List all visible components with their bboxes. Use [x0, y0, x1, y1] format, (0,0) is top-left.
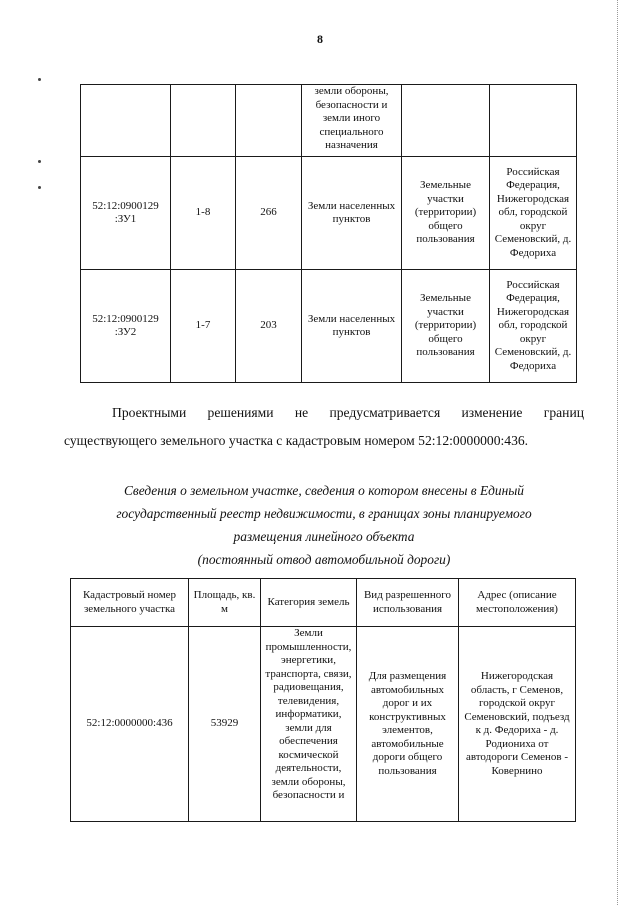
table-row — [81, 270, 577, 383]
table-row — [71, 627, 576, 822]
section-heading — [64, 479, 584, 571]
permitted-use-cell: Земельные участки (территории) общего пользования — [402, 157, 490, 270]
cadastral-cell — [81, 85, 171, 157]
area-cell: 266 — [236, 157, 302, 270]
permitted-use-cell: Земельные участки (территории) общего пользования — [402, 270, 490, 383]
paragraph-line: Проектными решениями не предусматривается изменение границ — [112, 405, 584, 420]
page-number: 8 — [317, 32, 323, 46]
scan-speck — [38, 186, 41, 189]
area-cell: 203 — [236, 270, 302, 383]
category-cell: Земли населенных пунктов — [302, 270, 402, 383]
area-cell: 53929 — [189, 627, 261, 822]
header-address: Адрес (описание местоположения) — [459, 579, 576, 627]
header-permitted-use: Вид разрешенного использования — [357, 579, 459, 627]
cadastral-cell: 52:12:0000000:436 — [71, 627, 189, 822]
cadastral-cell: 52:12:0900129 :ЗУ2 — [81, 270, 171, 383]
category-cell: Земли промышленности, энергетики, транспорта, связи, радиовещания, телевидения, информатики, земли для обеспечения космической деятельности, земли обороны, безопасности и — [261, 627, 357, 822]
header-cadastral: Кадастровый номер земельного участка — [71, 579, 189, 627]
address-cell: Российская Федерация, Нижегородская обл, городской округ Семеновский, д. Федориха — [490, 270, 577, 383]
table-header-row — [71, 579, 576, 627]
address-cell: Российская Федерация, Нижегородская обл, городской округ Семеновский, д. Федориха — [490, 157, 577, 270]
table-row — [81, 85, 577, 157]
decision-paragraph — [64, 399, 584, 455]
heading-line: государственный реестр недвижимости, в границах зоны планируемого — [116, 506, 532, 521]
paragraph-line: существующего земельного участка с кадастровым номером 52:12:0000000:436. — [64, 433, 529, 448]
heading-line: Сведения о земельном участке, сведения о котором внесены в Единый — [123, 483, 525, 498]
contour-cell: 1-7 — [171, 270, 236, 383]
header-category: Категория земель — [261, 579, 357, 627]
cadastral-cell: 52:12:0900129 :ЗУ1 — [81, 157, 171, 270]
scan-speck — [38, 78, 41, 81]
address-cell: Нижегородская область, г Семенов, городской округ Семеновский, подъезд к д. Федориха - д. Родиониха от автодороги Семенов - Ковернино — [459, 627, 576, 822]
address-cell — [490, 85, 577, 157]
scan-edge-line — [616, 0, 618, 905]
table-row — [81, 157, 577, 270]
permitted-use-cell — [402, 85, 490, 157]
contour-cell — [171, 85, 236, 157]
scan-speck — [38, 160, 41, 163]
land-plots-table — [80, 84, 577, 383]
permitted-use-cell: Для размещения автомобильных дорог и их конструктивных элементов, автомобильные дороги общего пользования — [357, 627, 459, 822]
area-cell — [236, 85, 302, 157]
existing-plot-table — [70, 578, 576, 822]
category-cell: Земли населенных пунктов — [302, 157, 402, 270]
contour-cell: 1-8 — [171, 157, 236, 270]
heading-line: (постоянный отвод автомобильной дороги) — [197, 552, 451, 567]
heading-line: размещения линейного объекта — [233, 529, 415, 544]
header-area: Площадь, кв. м — [189, 579, 261, 627]
category-cell: земли обороны, безопасности и земли иного специального назначения — [302, 85, 402, 157]
